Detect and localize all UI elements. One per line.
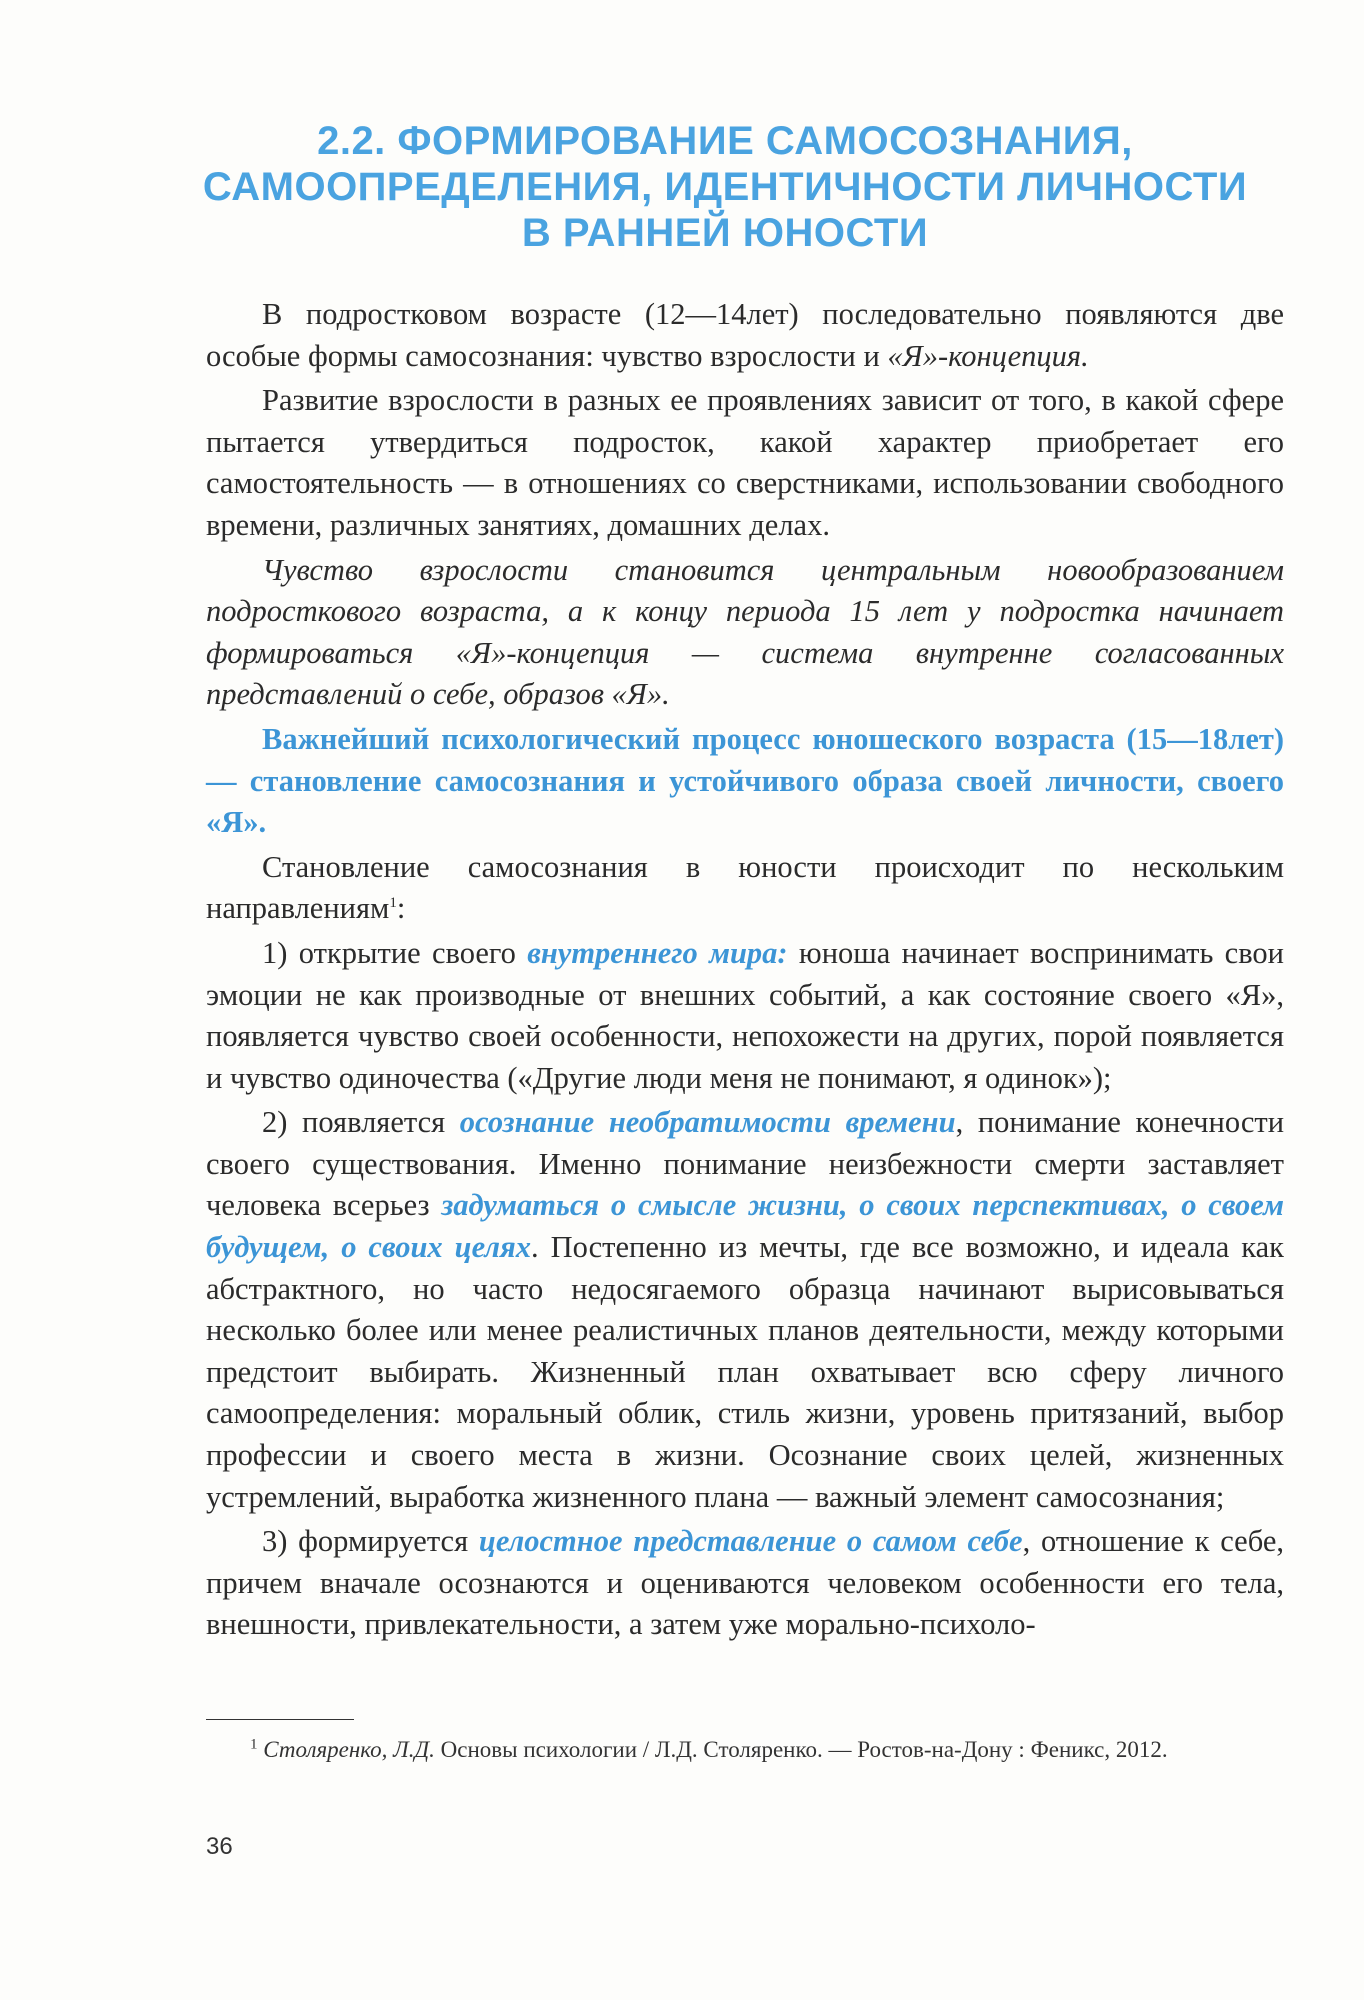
highlight-meaning-of-life: задуматься о смысле жизни, о своих перспективах, о своем будущем, о своих целях (206, 1188, 1284, 1265)
list-item-2 (206, 1102, 1284, 1518)
paragraph-5-tail: : (396, 891, 406, 926)
ya-concept-term: «Я»-концепция. (887, 338, 1089, 373)
paragraph-2: Развитие взрослости в разных ее проявлениях зависит от того, в какой сфере пытается утвердиться подросток, какой характер приобретает его самостоятельность — в отношениях со сверстниками, использовании свободного времени, различных занятиях, домашних делах. (206, 383, 1284, 542)
heading-line-2: САМООПРЕДЕЛЕНИЯ, ИДЕНТИЧНОСТИ ЛИЧНОСТИ (202, 165, 1248, 209)
list-item-1 (206, 933, 1284, 1099)
list-item-3-body: , отношение к себе, причем вначале осознаются и оцениваются человеком особенности его тела, внешности, привлекательности, а затем уже морально-психоло- (206, 1524, 1284, 1642)
page-number: 36 (206, 1833, 233, 1860)
footnote-divider (206, 1719, 354, 1720)
list-item-3-lead: 3) формируется (262, 1524, 479, 1559)
list-item-2-body-a: , понимание конечности своего существования. Именно понимание неизбежности смерти заставляет человека всерьез (206, 1105, 1285, 1223)
body-text (206, 294, 1284, 1646)
paragraph-5-text: Становление самосознания в юности происходит по нескольким направлениям (206, 849, 1284, 926)
footnote-author: Столяренко, Л.Д. (263, 1737, 435, 1762)
paragraph-1 (206, 294, 1284, 377)
paragraph-3-italic: Чувство взрослости становится центральным новообразованием подросткового возраста, а к концу периода 15 лет у подростка начинает формироваться «Я»-концепция — система внутренне согласованных представлений о себе, образов «Я». (206, 552, 1284, 712)
footnote-mark: 1 (250, 1736, 258, 1753)
paragraph-5 (206, 847, 1284, 930)
footnote (206, 1733, 1284, 1766)
list-item-1-body: юноша начинает воспринимать свои эмоции не как производные от внешних событий, а как состояние своего «Я», появляется чувство своей особенности, непохожести на других, порой появляется и чувство одиночества («Другие люди меня не понимают, я одинок»); (206, 935, 1284, 1095)
footnote-reference: 1 (389, 895, 397, 912)
paragraph-1-text: В подростковом возрасте (12—14лет) последовательно появляются две особые формы самосознания: чувство взрослости и (206, 297, 1284, 373)
highlight-self-image: целостное представление о самом себе (478, 1524, 1023, 1559)
heading-line-1: 2.2. ФОРМИРОВАНИЕ САМОСОЗНАНИЯ, (317, 119, 1133, 163)
list-item-2-lead: 2) появляется (262, 1105, 460, 1140)
section-heading (150, 118, 1300, 256)
highlight-irreversibility: осознание необратимости времени (459, 1105, 956, 1140)
list-item-1-lead: 1) открытие своего (262, 935, 528, 970)
list-item-3 (206, 1521, 1284, 1646)
highlight-inner-world: внутреннего мира: (527, 935, 788, 970)
list-item-2-body-b: . Постепенно из мечты, где все возможно, и идеала как абстрактного, но часто недосягаемого образца начинают вырисовываться несколько более или менее реалистичных планов деятельности, между которыми предстоит выбирать. Жизненный план охватывает всю сферу личного самоопределения: моральный облик, стиль жизни, уровень притязаний, выбор профессии и своего места в жизни. Осознание своих целей, жизненных устремлений, выработка жизненного плана — важный элемент самосознания; (206, 1230, 1284, 1514)
heading-line-3: В РАННЕЙ ЮНОСТИ (521, 211, 929, 255)
paragraph-4-highlight: Важнейший психологический процесс юношеского возраста (15—18лет) — становление самосознания и устойчивого образа своей личности, своего «Я». (206, 721, 1284, 840)
footnote-text: Основы психологии / Л.Д. Столяренко. — Ростов-на-Дону : Феникс, 2012. (434, 1737, 1168, 1762)
